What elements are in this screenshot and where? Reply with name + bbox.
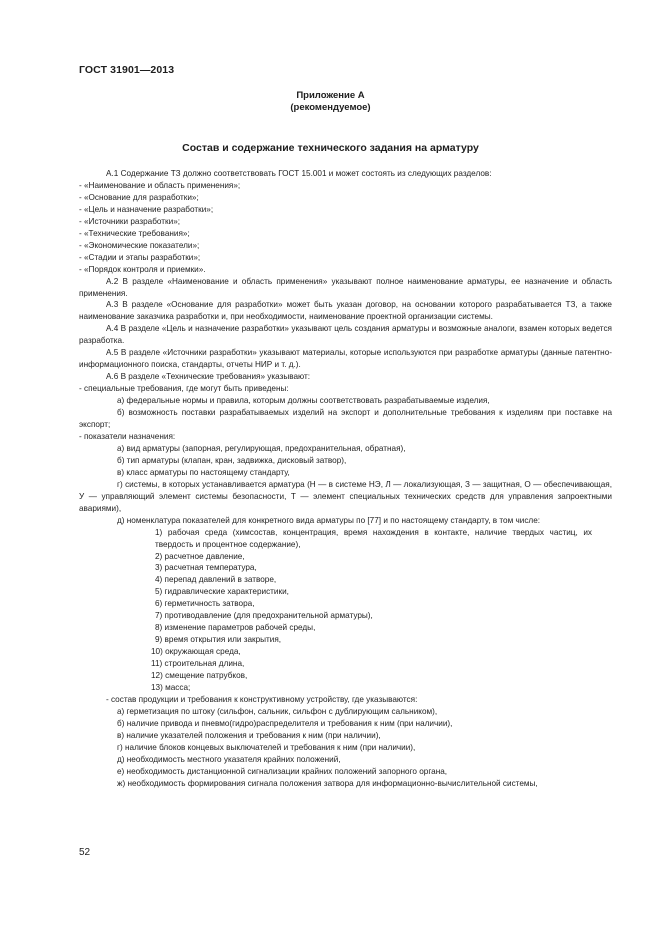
- design-item: г) наличие блоков концевых выключателей и требования к ним (при наличии),: [117, 742, 416, 752]
- indicator-item: 12) смещение патрубков,: [151, 671, 248, 681]
- appendix-status: (рекомендуемое): [290, 102, 371, 113]
- special-requirements-heading: - специальные требования, где могут быть приведены:: [79, 384, 289, 394]
- indicator-item: 4) перепад давлений в затворе,: [155, 575, 277, 585]
- purpose-item: б) тип арматуры (клапан, кран, задвижка, дисковый затвор),: [117, 455, 347, 465]
- indicator-item: 2) расчетное давление,: [155, 551, 245, 561]
- a1-intro: А.1 Содержание ТЗ должно соответствовать ГОСТ 15.001 и может состоять из следующих разделов:: [106, 169, 492, 178]
- purpose-item: в) класс арматуры по настоящему стандарту,: [117, 467, 290, 477]
- a1-item: - «Источники разработки»;: [79, 216, 181, 226]
- a2-paragraph: А.2 В разделе «Наименование и область применения» указывают полное наименование арматуры, ее назначение и область применения.: [79, 276, 612, 298]
- document-body: [79, 168, 612, 790]
- indicator-item: 3) расчетная температура,: [155, 563, 257, 573]
- a1-item: - «Порядок контроля и приемки».: [79, 264, 206, 274]
- indicator-item: 6) герметичность затвора,: [155, 599, 255, 609]
- a1-item: - «Технические требования»;: [79, 228, 190, 238]
- page-number: 52: [79, 847, 91, 858]
- appendix-name: Приложение А: [296, 90, 365, 101]
- purpose-indicators-heading: - показатели назначения:: [79, 431, 176, 441]
- design-item: ж) необходимость формирования сигнала положения затвора для информационно-вычислительной системы,: [117, 778, 538, 788]
- a1-item: - «Наименование и область применения»;: [79, 180, 241, 190]
- purpose-item: г) системы, в которых устанавливается арматура (Н — в системе НЭ, Л — локализующая, З — защитная, О — обеспечивающая, У — управляющий элемент системы безопасности, Т — элемент специальных технических средств для управления запроектными авариями),: [79, 479, 612, 513]
- purpose-item: а) вид арматуры (запорная, регулирующая, предохранительная, обратная),: [117, 443, 406, 453]
- design-item: д) необходимость местного указателя крайних положений,: [117, 754, 341, 764]
- design-requirements-heading: - состав продукции и требования к конструктивному устройству, где указываются:: [106, 694, 418, 704]
- design-item: б) наличие привода и пневмо(гидро)распределителя и требования к ним (при наличии),: [117, 718, 453, 728]
- indicator-item: 13) масса;: [151, 682, 191, 692]
- design-item: а) герметизация по штоку (сильфон, сальник, сильфон с дублирующим сальником),: [117, 706, 438, 716]
- a4-paragraph: А.4 В разделе «Цель и назначение разработки» указывают цель создания арматуры и возможные аналоги, взамен которых ведется разработка.: [79, 324, 612, 346]
- a1-item: - «Экономические показатели»;: [79, 240, 200, 250]
- special-item: а) федеральные нормы и правила, которым должны соответствовать разрабатываемые изделия,: [117, 396, 490, 406]
- design-item: е) необходимость дистанционной сигнализации крайних положений запорного органа,: [117, 766, 448, 776]
- a3-paragraph: А.3 В разделе «Основание для разработки» может быть указан договор, на основании которого разрабатывается ТЗ, а также наименование заказчика разработки и, при необходимости, наименование проектной организации системы.: [79, 300, 612, 322]
- appendix-heading: [0, 90, 661, 114]
- purpose-item: д) номенклатура показателей для конкретного вида арматуры по [77] и по настоящему стандарту, в том числе:: [117, 515, 541, 525]
- indicator-item: 1) рабочая среда (химсостав, концентрация, время нахождения в контакте, наличие твердых частиц, их твердость и процентное содержание),: [155, 527, 592, 549]
- indicator-item: 5) гидравлические характеристики,: [155, 587, 289, 597]
- standard-header: ГОСТ 31901—2013: [79, 64, 175, 76]
- indicator-item: 7) противодавление (для предохранительной арматуры),: [155, 611, 373, 621]
- section-title: Состав и содержание технического задания на арматуру: [182, 142, 479, 154]
- a5-paragraph: А.5 В разделе «Источники разработки» указывают материалы, которые используются при разработке арматуры (данные патентно-информационного поиска, стандарты, отчеты НИР и т. д.).: [79, 348, 612, 370]
- a1-item: - «Стадии и этапы разработки»;: [79, 252, 201, 262]
- a1-item: - «Цель и назначение разработки»;: [79, 204, 214, 214]
- indicator-item: 8) изменение параметров рабочей среды,: [155, 623, 316, 633]
- special-item: б) возможность поставки разрабатываемых изделий на экспорт и дополнительные требования к изделиям при поставке на экспорт;: [79, 408, 612, 430]
- indicator-item: 10) окружающая среда,: [151, 647, 241, 657]
- design-item: в) наличие указателей положения и требования к ним (при наличии),: [117, 730, 381, 740]
- indicator-item: 11) строительная длина,: [151, 659, 245, 669]
- indicator-item: 9) время открытия или закрытия,: [155, 635, 282, 645]
- a6-intro: А.6 В разделе «Технические требования» указывают:: [106, 372, 311, 382]
- a1-item: - «Основание для разработки»;: [79, 192, 199, 202]
